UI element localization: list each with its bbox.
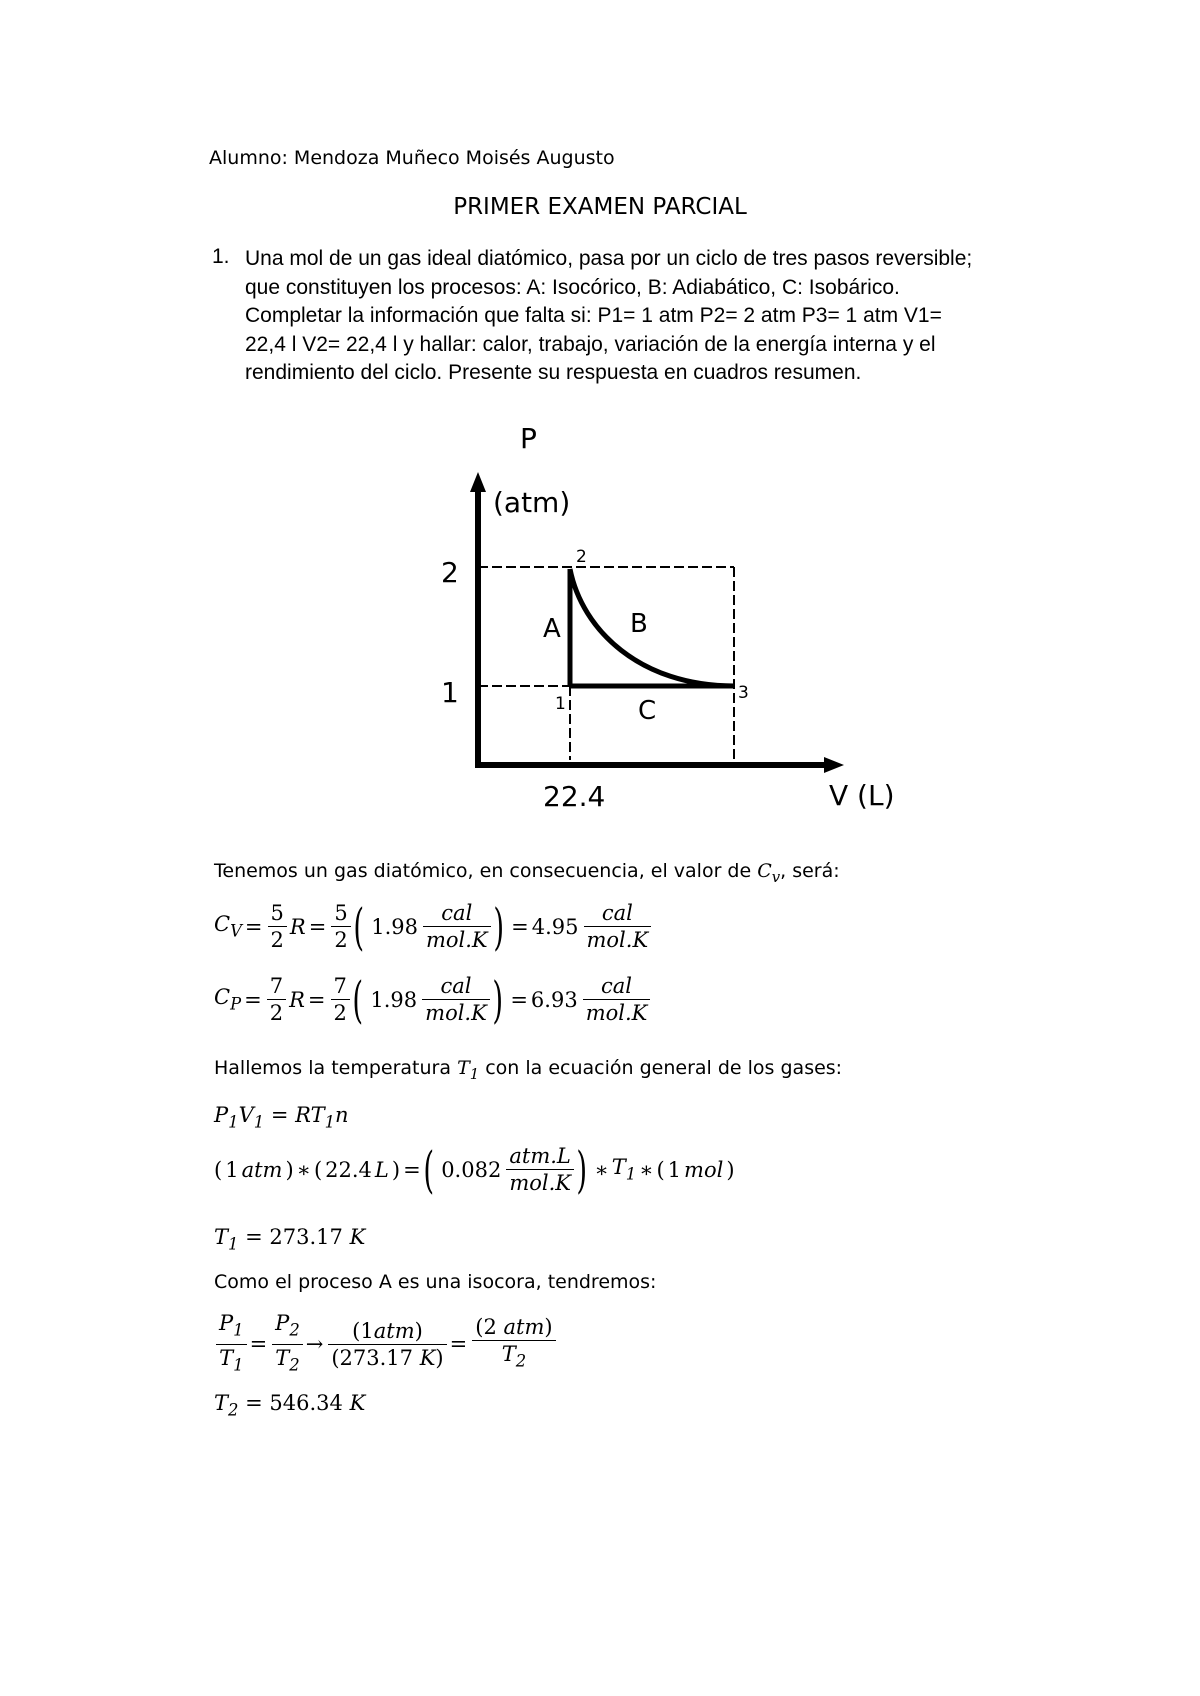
equals-sign: = xyxy=(270,1103,296,1127)
t-sub: 1 xyxy=(233,1355,244,1375)
r-unit-den: mol.K xyxy=(425,928,488,952)
cv-lhs xyxy=(214,912,242,941)
t2-value: 546.34 xyxy=(269,1391,343,1415)
problem-line: 22,4 l V2= 22,4 l y hallar: calor, trabajo, variación de la energía interna y el xyxy=(245,332,936,356)
process-c-label: C xyxy=(638,696,657,726)
left-paren: ( xyxy=(352,970,363,1029)
cv-symbol-sub: v xyxy=(771,869,781,887)
times-sign: ∗ xyxy=(296,1157,311,1182)
cp-result-unit-den: mol.K xyxy=(585,1001,648,1025)
t-symbol: T xyxy=(611,1155,626,1180)
gas-substitution xyxy=(214,1140,738,1199)
t1-denominator xyxy=(216,1345,247,1379)
isochoric-intro: Como el proceso A es una isocora, tendremos: xyxy=(214,1271,657,1293)
t1-value: 273.17 xyxy=(269,1225,343,1249)
p-sub: 1 xyxy=(228,1112,239,1132)
gas-constant-r: R xyxy=(289,987,305,1012)
t-sub: 1 xyxy=(228,1234,239,1254)
point-2-label: 2 xyxy=(576,547,587,567)
r-value: 1.98 xyxy=(370,987,418,1012)
cv-fraction xyxy=(268,900,287,953)
x-tick-22-4: 22.4 xyxy=(543,780,606,813)
p2-numerator xyxy=(272,1310,303,1345)
cv-equation xyxy=(214,897,654,956)
cp-equation xyxy=(214,970,653,1029)
cp-fraction-num: 7 xyxy=(267,973,286,1000)
rt-symbol: RT xyxy=(295,1103,325,1127)
cv-symbol: C xyxy=(757,860,772,882)
d1-value: 273.17 xyxy=(339,1345,414,1370)
student-name: Alumno: Mendoza Muñeco Moisés Augusto xyxy=(209,147,615,169)
point-3-label: 3 xyxy=(738,683,749,703)
y-tick-1: 1 xyxy=(441,676,459,709)
t-symbol: T xyxy=(214,1225,229,1249)
r-unit xyxy=(423,900,491,953)
right-paren: ) xyxy=(576,1140,588,1199)
ratio-1-denominator: (273.17 K) xyxy=(331,1345,444,1370)
t-symbol: T xyxy=(219,1345,234,1370)
cp-fraction-2 xyxy=(331,973,350,1026)
diagram-guides xyxy=(478,567,734,760)
paren-open: ( xyxy=(313,1157,323,1182)
ratio-1-numerator: (1atm) xyxy=(328,1318,446,1345)
paren-close: ) xyxy=(285,1157,294,1182)
y-axis-unit: (atm) xyxy=(493,486,571,519)
p-symbol: P xyxy=(214,1103,229,1127)
p1-numerator xyxy=(216,1310,247,1345)
times-sign: ∗ xyxy=(594,1157,609,1182)
p-symbol: P xyxy=(219,1311,234,1335)
point-1-label: 1 xyxy=(555,694,566,714)
substituted-ratio-1 xyxy=(328,1318,446,1371)
cv-result: 4.95 xyxy=(531,914,579,939)
problem-line: que constituyen los procesos: A: Isocórico, B: Adiabático, C: Isobárico. xyxy=(245,275,900,299)
substituted-ratio-2 xyxy=(472,1314,555,1375)
temperature-intro xyxy=(214,1057,842,1083)
cp-lhs xyxy=(214,985,241,1014)
cp-fraction-2-num: 7 xyxy=(331,973,350,1000)
cv-intro xyxy=(214,860,840,886)
isochoric-ratio xyxy=(214,1310,559,1378)
n-unit: mol xyxy=(684,1157,724,1182)
left-paren: ( xyxy=(423,1140,434,1199)
y-axis-label: P xyxy=(520,422,537,455)
cp-fraction-den: 2 xyxy=(269,1001,284,1025)
p1-over-t1 xyxy=(216,1310,247,1378)
cv-result-unit-den: mol.K xyxy=(586,928,649,952)
cp-result-unit-num: cal xyxy=(583,973,651,1000)
equals-sign: = xyxy=(308,914,327,939)
gas-constant-r: R xyxy=(289,914,306,939)
r-unit xyxy=(422,973,490,1026)
cv-lhs-symbol: C xyxy=(214,912,231,937)
v-sub: 1 xyxy=(253,1112,265,1132)
cp-lhs-symbol: C xyxy=(214,985,231,1010)
p-sub: 1 xyxy=(233,1320,244,1340)
paren-close: ) xyxy=(726,1157,735,1182)
cv-intro-text: Tenemos un gas diatómico, en consecuencia, el valor de xyxy=(214,860,752,882)
p-value: 1 xyxy=(225,1157,239,1182)
cv-fraction-num: 5 xyxy=(268,900,287,927)
y-axis-arrow xyxy=(470,472,486,492)
t2-unit: K xyxy=(349,1391,366,1415)
d1-unit: K xyxy=(419,1345,436,1370)
x-axis-arrow xyxy=(824,757,844,773)
t-symbol: T xyxy=(275,1345,290,1370)
t-symbol: T xyxy=(214,1391,229,1415)
gas-law-equation xyxy=(214,1103,349,1132)
equals-sign: = xyxy=(244,914,263,939)
t-symbol: T xyxy=(501,1341,516,1366)
equals-sign: = xyxy=(403,1157,421,1182)
cp-lhs-sub: P xyxy=(230,994,242,1014)
right-paren: ) xyxy=(493,897,504,956)
r-value: 1.98 xyxy=(371,914,418,939)
cp-result: 6.93 xyxy=(530,987,578,1012)
r-value: 0.082 xyxy=(441,1157,502,1182)
equals-sign: = xyxy=(510,987,528,1012)
t1-symbol xyxy=(457,1057,480,1084)
process-b-curve xyxy=(570,569,734,686)
y-tick-2: 2 xyxy=(441,556,459,589)
paren-close: ) xyxy=(391,1157,401,1182)
r-unit-den: mol.K xyxy=(509,1171,571,1195)
problem-number: 1. xyxy=(212,245,230,268)
equals-sign: = xyxy=(249,1332,268,1357)
v-symbol: V xyxy=(238,1103,254,1127)
t-sub: 2 xyxy=(289,1355,300,1375)
t-symbol: T xyxy=(457,1057,470,1079)
t2-denominator xyxy=(272,1345,303,1379)
t1-unit: K xyxy=(349,1225,366,1249)
arrow-symbol: → xyxy=(305,1332,324,1357)
temperature-intro-text-end: con la ecuación general de los gases: xyxy=(485,1057,843,1079)
cv-lhs-sub: V xyxy=(230,921,242,941)
r-unit-den: mol.K xyxy=(425,1001,487,1025)
cv-result-unit xyxy=(584,900,652,953)
cv-result-unit-num: cal xyxy=(584,900,652,927)
problem-line: rendimiento del ciclo. Presente su respuesta en cuadros resumen. xyxy=(245,361,862,384)
exam-title: PRIMER EXAMEN PARCIAL xyxy=(453,194,747,220)
r-unit-num: cal xyxy=(422,973,490,1000)
equals-sign: = xyxy=(245,1225,270,1249)
cv-intro-end: , será: xyxy=(780,860,840,882)
temperature-intro-text: Hallemos la temperatura xyxy=(214,1057,452,1079)
equals-sign: = xyxy=(244,987,262,1012)
equals-sign: = xyxy=(511,914,529,939)
p2-over-t2 xyxy=(272,1310,303,1378)
equals-sign: = xyxy=(307,987,326,1012)
t-symbol-sub: 1 xyxy=(469,1066,480,1084)
t2-result xyxy=(214,1391,365,1420)
x-axis-label: V (L) xyxy=(829,779,895,812)
cp-fraction xyxy=(267,973,286,1026)
cv-fraction-den: 2 xyxy=(270,928,284,952)
process-a-label: A xyxy=(543,614,561,644)
ratio-2-numerator: (2 atm) xyxy=(472,1314,555,1341)
r-unit-num: atm.L xyxy=(506,1143,574,1170)
equals-sign: = xyxy=(245,1391,270,1415)
cv-fraction-2-den: 2 xyxy=(334,928,348,952)
paren-open: ( xyxy=(214,1157,223,1182)
t1-result xyxy=(214,1225,365,1254)
p-sub: 2 xyxy=(289,1320,300,1340)
cp-fraction-2-den: 2 xyxy=(333,1001,347,1025)
n-symbol: n xyxy=(335,1103,349,1127)
paren-open: ( xyxy=(656,1157,665,1182)
n2-value: 2 xyxy=(483,1314,497,1339)
equals-sign: = xyxy=(449,1332,468,1357)
p-unit: atm xyxy=(241,1157,283,1182)
r-unit-num: cal xyxy=(423,900,491,927)
p-symbol: P xyxy=(275,1311,290,1335)
t-sub: 2 xyxy=(515,1351,527,1371)
t-sub: 1 xyxy=(625,1164,637,1184)
n2-unit: atm xyxy=(503,1314,545,1339)
rt-sub: 1 xyxy=(324,1112,335,1132)
n1-value: 1 xyxy=(360,1318,374,1343)
cv-fraction-2-num: 5 xyxy=(331,900,350,927)
v-unit: L xyxy=(374,1157,389,1182)
n1-unit: atm xyxy=(373,1318,415,1343)
cp-result-unit xyxy=(583,973,651,1026)
right-paren: ) xyxy=(492,970,503,1029)
cv-fraction-2 xyxy=(331,900,350,953)
problem-line: Completar la información que falta si: P1= 1 atm P2= 2 atm P3= 1 atm V1= xyxy=(245,304,942,327)
process-b-label: B xyxy=(630,609,648,639)
problem-line: Una mol de un gas ideal diatómico, pasa por un ciclo de tres pasos reversible; xyxy=(245,247,973,270)
times-sign: ∗ xyxy=(639,1157,654,1182)
v-value: 22.4 xyxy=(325,1157,372,1182)
r-unit xyxy=(506,1143,574,1196)
cv-intro-symbol xyxy=(757,860,781,887)
cycle xyxy=(570,569,734,686)
ratio-2-denominator xyxy=(472,1341,555,1375)
left-paren: ( xyxy=(353,897,364,956)
t-sub: 2 xyxy=(228,1400,239,1420)
n-value: 1 xyxy=(667,1157,682,1182)
